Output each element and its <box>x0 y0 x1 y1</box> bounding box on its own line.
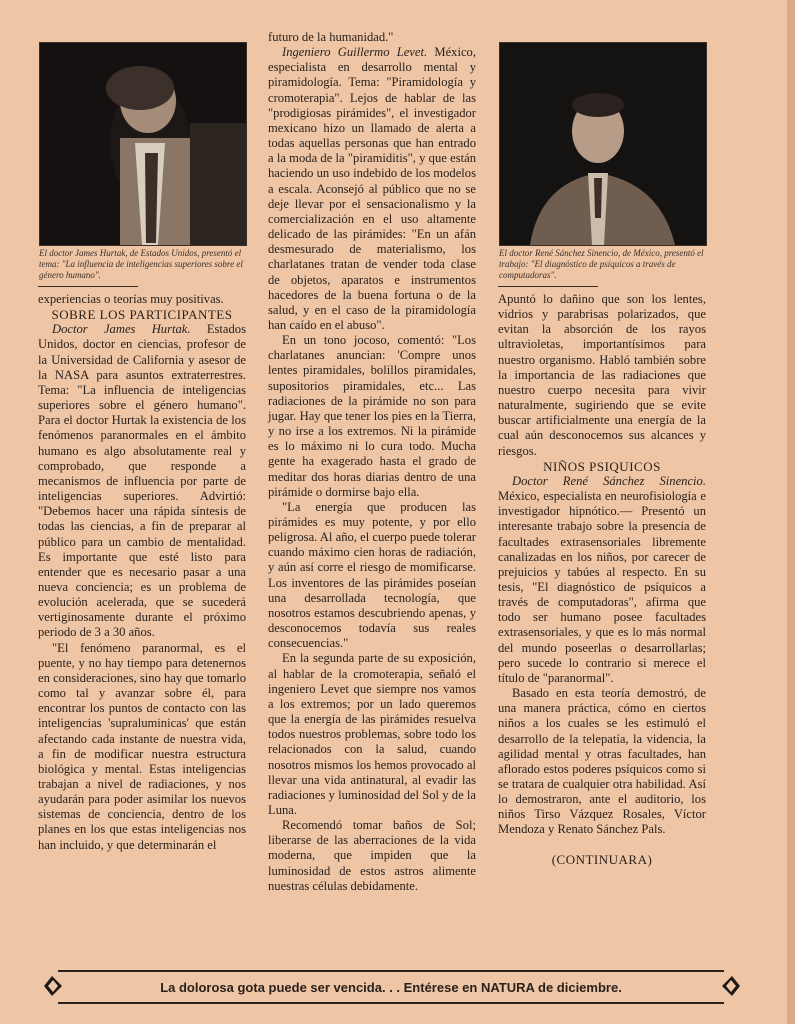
photo-rene-sanchez-sinencio <box>499 42 707 246</box>
participant-name: Doctor James Hurtak. <box>52 322 191 337</box>
photo-james-hurtak <box>39 42 247 246</box>
paragraph: experiencias o teorías muy positivas. <box>38 292 224 306</box>
paragraph: "La energía que producen las pirámides es muy potente, y por ello peligrosa. Al año, el cuerpo puede tolerar cuando máximo cien horas de radiación, y aún así corre el riesgo de momificarse. Los inventores de las pirámides poseían una desarrollada tecnología, que nosotros estamos descubriendo apenas, y desconocemos todavía sus reales consecuencias." <box>268 499 476 651</box>
paragraph: "El fenómeno paranormal, es el puente, y no hay tiempo para detenernos en consideraciones, sino hay que tomarlo como tal y avanzar sobre él, para encontrar los puntos de contacto con las inteligencias 'supraluminicas' que están afectando cada instante de nuestra vida, a fin de modificar nuestra estructura biológica y mental. Estas inteligencias trabajan a nivel de radiaciones, y nos ayudarán para poder asimilar los nuevos sistemas de conciencia, dentro de los planes en los que estas inteligencias nos han incluido, y que determinarán el <box>38 640 246 852</box>
paragraph: En la segunda parte de su exposición, al hablar de la cromoterapia, señaló el ingeniero Levet que siempre nos vamos a los extremos; por un lado queremos que la energía de las pirámides resuelva todos nuestros problemas, sobre todo los relacionados con la salud, cuando nosotros mismos los hemos provocado al llevar una vida antinatural, al evadir las radiaciones y luminosidad del Sol y de la Luna. <box>268 651 476 817</box>
photo-caption-right: El doctor René Sánchez Sinencio, de México, presentó el trabajo: "El diagnóstico de psíquicos a través de computadoras". <box>499 248 704 280</box>
participant-name: Ingeniero Guillermo Levet. <box>282 45 428 60</box>
column-1 <box>38 292 246 853</box>
paragraph-text: México, especialista en neurofisiología e investigador hipnótico.— Presentó un interesante trabajo sobre la presencia de facultades extrasensoriales libremente canalizadas en los niños, por carecer de prejuicios y tabúes al respecto. En su tesis, "El diagnóstico de psíquicos a través de computadoras", afirma que todo ser humano posee facultades extrasensoriales, y que es lo más normal del mundo poseerlas o desarrollarlas; pero sucede lo contrario si merece el título de "paranormal". <box>498 489 706 685</box>
flourish-right-icon <box>720 974 742 998</box>
paragraph: futuro de la humanidad." <box>268 30 394 44</box>
paragraph: Recomendó tomar baños de Sol; liberarse de las aberraciones de la vida moderna, que impiden que la luminosidad de estos astros alimente nuestras células debidamente. <box>268 818 476 893</box>
section-heading-psychic-children: NIÑOS PSIQUICOS <box>543 458 661 474</box>
paragraph-text: México, especialista en desarrollo mental y piramidología. Tema: "Piramidología y cromoterapia". Lejos de hablar de las "prodigiosas pirámides", el investigador mexicano hizo un llamado de alerta a todas aquellas personas que han entrado a la moda de la "piramiditis", y que están haciendo un uso indebido de los modelos a escala. Aconsejó al público que no se deje llevar por el sensacionalismo y la comercialización en el uso altamente delicado de las pirámides: "En un afán desmesurado de materialismo, los charlatanes tratan de vender toda clase de objetos, aparatos e instrumentos hacedores de la buena fortuna o de la salud, y en el caso de la piramidología han caído en el abuso". <box>268 45 476 332</box>
participant-name: Doctor René Sánchez Sinencio. <box>512 473 706 488</box>
paragraph: En un tono jocoso, comentó: "Los charlatanes anuncian: 'Compre unos lentes piramidales, bolillos piramidales, supositorios piramidales, etc... Las radiaciones de la pirámide no son para jugar. Hay que tener los pies en la Tierra, y no irse a los extremos. Ni la pirámide es lo máximo ni lo cura todo. Mucha gente ha exagerado hasta el grado de meditar dos horas diarias dentro de una pirámide o dormirse bajo ella. <box>268 333 476 499</box>
paragraph: Apuntó lo dañino que son los lentes, vidrios y parabrisas polarizados, que evitan la absorción de los rayos ultravioletas, importantísimos para nuestro organismo. Habló también sobre la importancia de las radiaciones que nuestro cuerpo necesita para vivir naturalmente, sugiriendo que se evite buscar artificialmente una energía de la cual aún desconocemos sus alcances y riesgos. <box>498 292 706 458</box>
caption-divider-right <box>498 286 598 287</box>
footer-banner <box>58 970 724 1004</box>
banner-text: La dolorosa gota puede ser vencida. . . Entérese en NATURA de diciembre. <box>160 979 622 995</box>
paragraph-text: Estados Unidos, doctor en ciencias, profesor de la Universidad de California y asesor de la NASA para asuntos extraterrestres. Tema: "La influencia de inteligencias superiores sobre el género humano". Para el doctor Hurtak la existencia de los fenómenos paranormales en el ámbito humano es algo absolutamente real y comprobado, que responde a mecanismos de influencia por parte de inteligencias superiores. Advirtió: "Debemos hacer una rápida síntesis de todas las ciencias, a fin de preparar al público para un cambio de mentalidad. Es importante que esté listo para entender que es necesario pasar a una nueva conciencia; es un problema de evolución acelerada, que se sucederá vertiginosamente durante el próximo periodo de 3 a 30 años. <box>38 322 247 640</box>
photo-caption-left: El doctor James Hurtak, de Estados Unidos, presentó el tema: "La influencia de inteligencias superiores sobre el género humano". <box>39 248 243 280</box>
caption-divider-left <box>38 286 138 287</box>
section-heading-participants: SOBRE LOS PARTICIPANTES <box>51 307 233 323</box>
paragraph <box>38 322 246 640</box>
column-3 <box>498 292 706 867</box>
paragraph <box>268 45 476 333</box>
paragraph: Basado en esta teoría demostró, de una manera práctica, cómo en ciertos niños a los cuales se les estimuló el desarrollo de la telepatía, la videncia, la agilidad mental y otras facultades, han aflorado estos poderes psíquicos como si se tratara de cualquier otra habilidad. Así lo demostraron, ante el auditorio, los niños Tirso Vázquez Rosales, Víctor Mendoza y Renato Sánchez Pals. <box>498 686 706 837</box>
paragraph <box>498 474 706 686</box>
continued-note: (CONTINUARA) <box>551 851 653 867</box>
column-2 <box>268 30 476 894</box>
page-edge <box>787 0 795 1024</box>
